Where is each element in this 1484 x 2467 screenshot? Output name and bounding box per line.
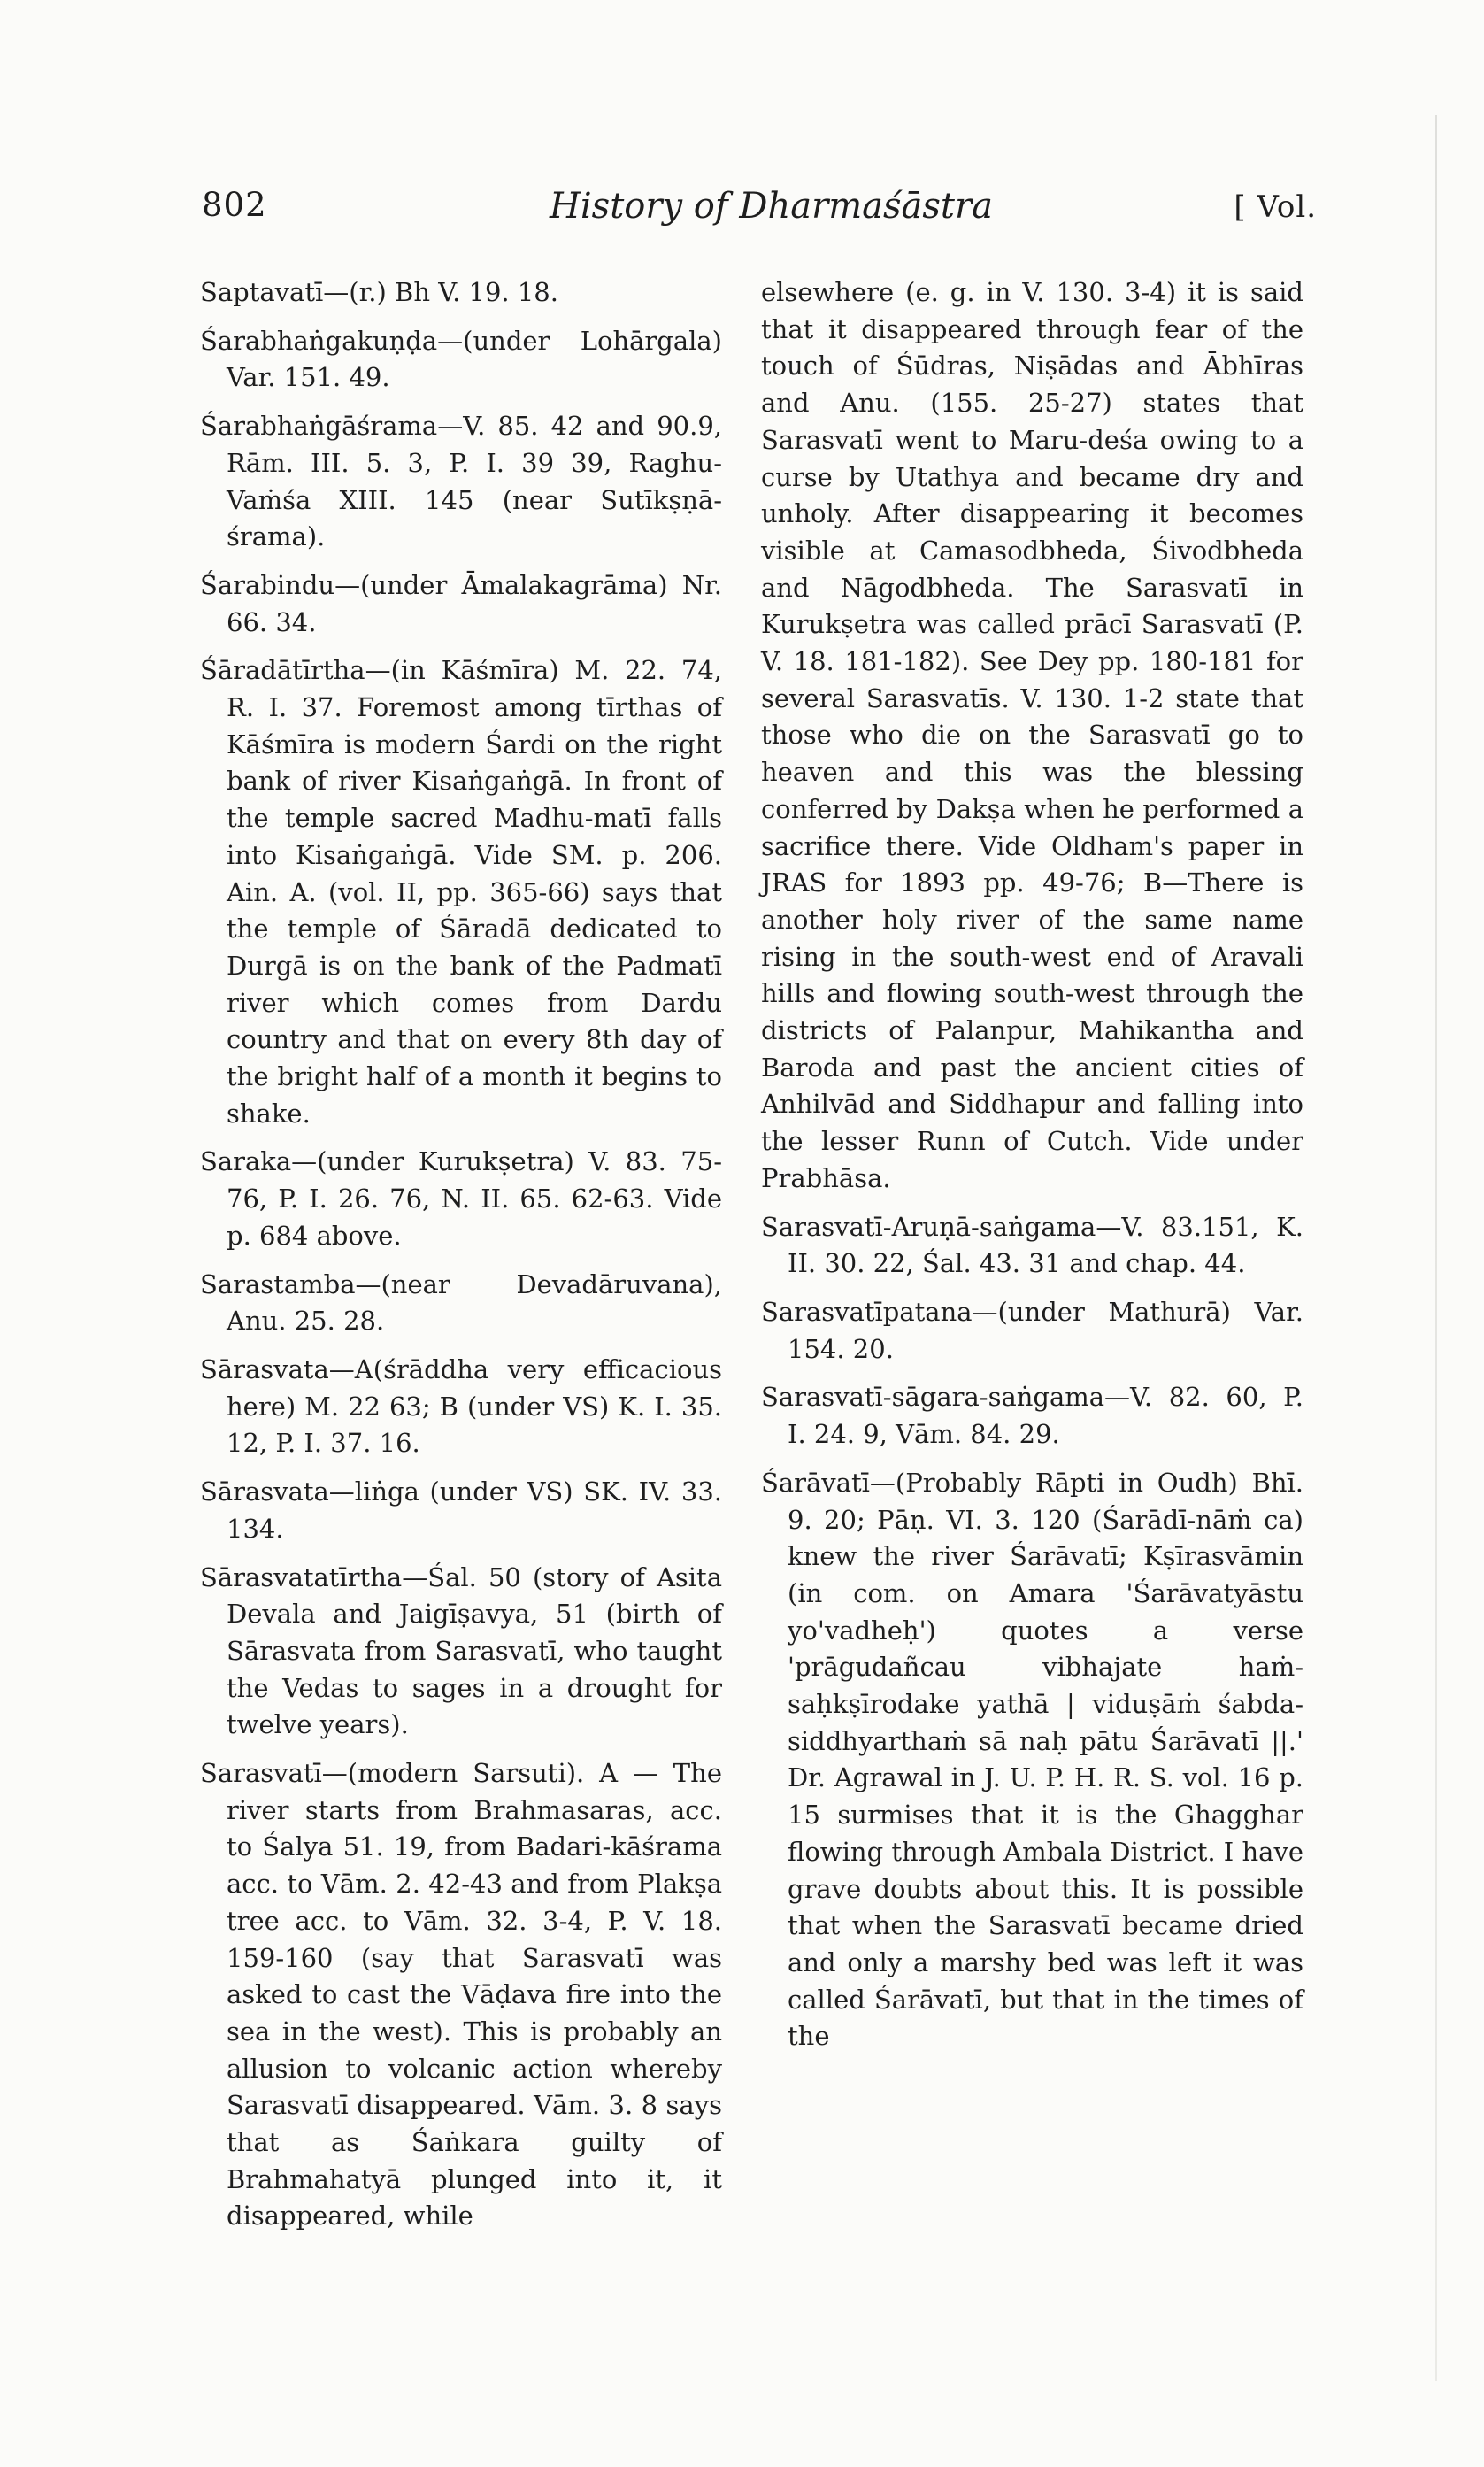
- left-column: [200, 274, 722, 2247]
- scan-margin-line: [1435, 115, 1437, 2381]
- entry-sarasvatipatana: Sarasvatīpatana—(under Mathurā) Var. 154. 20.: [761, 1296, 1303, 1364]
- entry-saptavati: Saptavatī—(r.) Bh V. 19. 18.: [200, 277, 558, 307]
- page-header: [202, 186, 1317, 239]
- entry-sarasvata: Sārasvata—A(śrāddha very efficacious here) M. 22 63; B (under VS) K. I. 35. 12, P. I. 37. 16.: [200, 1353, 722, 1459]
- entry-saravati: Śarāvatī—(Probably Rāpti in Oudh) Bhī. 9. 20; Pāṇ. VI. 3. 120 (Śarādī-nāṁ ca) knew the river Śarāvatī; Kṣīrasvāmin (in com. on Amara 'Śarāvatyāstu yo'vadheḥ') quotes a verse 'prāgudañcau vibhajate haṁ-saḥkṣīrodake yathā | viduṣāṁ śabda-siddhyarthaṁ sā naḥ pātu Śarāvatī ||.' Dr. Agrawal in J. U. P. H. R. S. vol. 16 p. 15 surmises that it is the Ghagghar flowing through Ambala District. I have grave doubts about this. It is possible that when the Sarasvatī became dried and only a marshy bed was left it was called Śarāvatī, but that in the times of the: [761, 1467, 1303, 2052]
- entry-sarasvati-sagara-sangama: Sarasvatī-sāgara-saṅgama—V. 82. 60, P. I. 24. 9, Vām. 84. 29.: [761, 1382, 1303, 1450]
- entry-sarasvati: Sarasvatī—(modern Sarsuti). A — The river starts from Brahmasaras, acc. to Śalya 51. 19, from Badari-kāśrama acc. to Vām. 2. 42-43 and from Plakṣa tree acc. to Vām. 32. 3-4, P. V. 18. 159-160 (say that Sarasvatī was asked to cast the Vāḍava fire into the sea in the west). This is probably an allusion to volcanic action whereby Sarasvatī disappeared. Vām. 3. 8 says that as Śaṅkara guilty of Brahmahatyā plunged into it, it disappeared, while: [200, 1758, 722, 2232]
- right-column: [761, 274, 1303, 2067]
- entry-saraka: Saraka—(under Kurukṣetra) V. 83. 75-76, P. I. 26. 76, N. II. 65. 62-63. Vide p. 684 above.: [200, 1146, 722, 1251]
- entry-sarasvati-continued: elsewhere (e. g. in V. 130. 3-4) it is said that it disappeared through fear of the touch of Śūdras, Niṣādas and Ābhīras and Anu. (155. 25-27) states that Sarasvatī went to Maru-deśa owing to a curse by Utathya and became dry and unholy. After disappearing it becomes visible at Camasodbheda, Śivodbheda and Nāgodbheda. The Sarasvatī in Kurukṣetra was called prācī Sarasvatī (P. V. 18. 181-182). See Dey pp. 180-181 for several Sarasvatīs. V. 130. 1-2 state that those who die on the Sarasvatī go to heaven and this was the blessing conferred by Dakṣa when he performed a sacrifice there. Vide Oldham's paper in JRAS for 1893 pp. 49-76; B—There is another holy river of the same name rising in the south-west end of Aravali hills and flowing south-west through the districts of Palanpur, Mahikantha and Baroda and past the ancient cities of Anhilvād and Siddhapur and falling into the lesser Runn of Cutch. Vide under Prabhāsa.: [761, 277, 1303, 1193]
- volume-label: [ Vol.: [1234, 189, 1317, 225]
- entry-sarastamba: Sarastamba—(near Devadāruvana), Anu. 25. 28.: [200, 1268, 722, 1337]
- entry-saradatirtha: Śāradātīrtha—(in Kāśmīra) M. 22. 74, R. I. 37. Foremost among tīrthas of Kāśmīra is modern Śardi on the right bank of river Kisaṅgaṅgā. In front of the temple sacred Madhu-matī falls into Kisaṅgaṅgā. Vide SM. p. 206. Ain. A. (vol. II, pp. 365-66) says that the temple of Śāradā dedicated to Durgā is on the bank of the Padmatī river which comes from Dardu country and that on every 8th day of the bright half of a month it begins to shake.: [200, 655, 722, 1129]
- running-title: History of Dharmaśāstra: [550, 186, 993, 227]
- entry-sarasvati-aruna-sangama: Sarasvatī-Aruṇā-saṅgama—V. 83.151, K. II. 30. 22, Śal. 43. 31 and chap. 44.: [761, 1211, 1303, 1279]
- entry-sarabhangasrama: Śarabhaṅgāśrama—V. 85. 42 and 90.9, Rām. III. 5. 3, P. I. 39 39, Raghu-Vaṁśa XIII. 145 (near Sutīkṣṇā-śrama).: [200, 411, 722, 552]
- entry-sarasvatatirtha: Sārasvatatīrtha—Śal. 50 (story of Asita Devala and Jaigīṣavya, 51 (birth of Sārasvata from Sarasvatī, who taught the Vedas to sages in a drought for twelve years).: [200, 1561, 722, 1740]
- entry-sarabhangakunda: Śarabhaṅgakuṇḍa—(under Lohārgala) Var. 151. 49.: [200, 325, 722, 393]
- page-number: 802: [202, 186, 267, 224]
- entry-sarabindu: Śarabindu—(under Āmalakagrāma) Nr. 66. 34.: [200, 569, 722, 637]
- entry-sarasvata-linga: Sārasvata—liṅga (under VS) SK. IV. 33. 134.: [200, 1476, 722, 1544]
